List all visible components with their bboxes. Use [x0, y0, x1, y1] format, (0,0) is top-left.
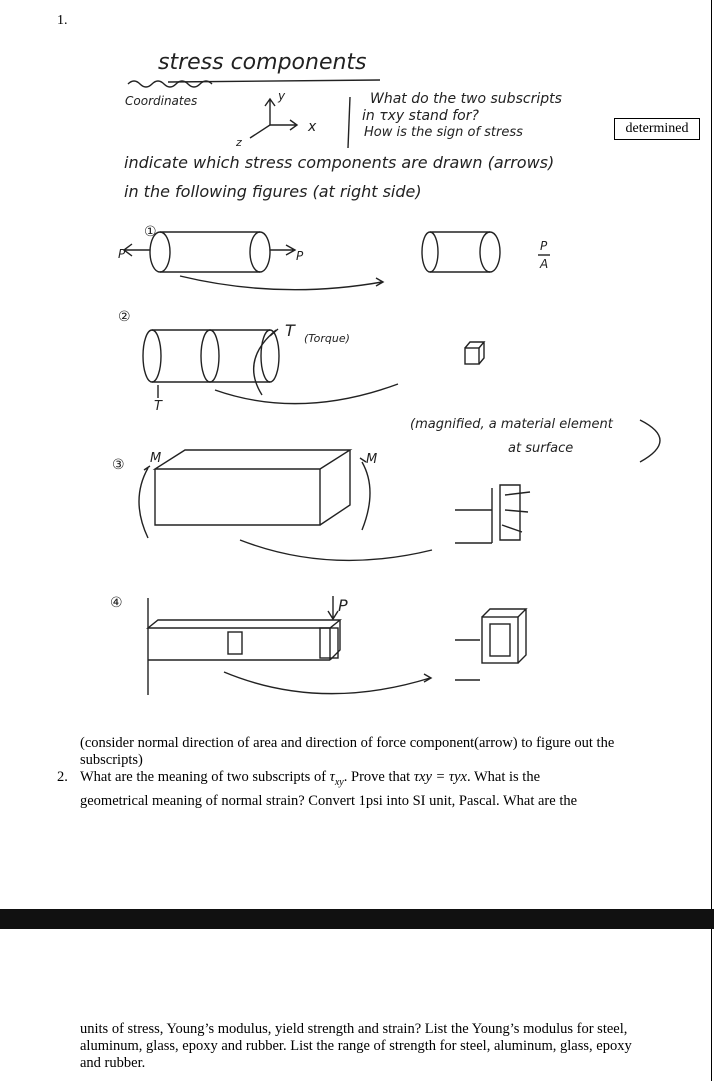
hand-coordinates-label: Coordinates	[125, 94, 198, 108]
hand-fig1-stress-num: P	[540, 239, 548, 253]
boxed-word-determined: determined	[614, 118, 700, 140]
hand-axis-y: y	[278, 89, 286, 103]
hand-fig1-force-left: P	[118, 247, 126, 261]
hand-fig1-force-right: P	[296, 249, 304, 263]
hand-fig2-torque-bottom: T	[154, 399, 162, 414]
hand-question-line1: What do the two subscripts	[370, 91, 562, 107]
hand-fig1-stress-den: A	[540, 257, 549, 271]
q2-part2: . What is the	[467, 769, 541, 785]
hand-fig2-number: ②	[118, 309, 131, 325]
question-2-line1	[80, 769, 650, 791]
q2-tau: τ	[329, 769, 335, 785]
hand-fig2-note-line2: at surface	[508, 441, 574, 456]
item-1-number: 1.	[57, 13, 68, 28]
question-2-number: 2.	[57, 769, 68, 785]
hand-question-line2: in τxy stand for?	[362, 108, 479, 124]
hand-fig3-moment-right: M	[366, 452, 378, 467]
hand-fig4-force: P	[338, 596, 348, 615]
hand-fig2-torque: T	[285, 321, 295, 340]
hand-fig4-number: ④	[110, 595, 123, 611]
hand-fig2-note-line1: (magnified, a material element	[410, 417, 613, 432]
hand-fig2-torque-note: (Torque)	[304, 332, 350, 345]
hand-axis-x: x	[308, 119, 317, 135]
hand-axis-z: z	[236, 136, 242, 149]
q2-prove: . Prove that	[343, 769, 411, 785]
hand-fig3-number: ③	[112, 457, 125, 473]
hand-fig1-number: ①	[144, 224, 157, 240]
q2-equation: τxy = τyx	[413, 769, 467, 785]
page-break-bar	[0, 909, 714, 929]
q2-part1: What are the meaning of two subscripts of	[80, 769, 327, 785]
q2-sub: xy	[334, 776, 344, 788]
question-1-note: (consider normal direction of area and direction of force component(arrow) to figure out the subscripts)	[80, 735, 615, 768]
hand-title: stress components	[158, 50, 367, 75]
hand-instruction-line1: indicate which stress components are drawn (arrows)	[124, 153, 555, 172]
question-2-continued: units of stress, Young’s modulus, yield strength and strain? List the Young’s modulus for steel, aluminum, glass, epoxy and rubber. List the range of strength for steel, aluminum, glass, epoxy and rubber.	[80, 1021, 632, 1071]
hand-question-line3: How is the sign of stress	[364, 125, 523, 140]
hand-instruction-line2: in the following figures (at right side)	[124, 182, 422, 201]
hand-fig3-moment-left: M	[150, 451, 162, 466]
question-2-line2: geometrical meaning of normal strain? Convert 1psi into SI unit, Pascal. What are the	[80, 793, 578, 809]
